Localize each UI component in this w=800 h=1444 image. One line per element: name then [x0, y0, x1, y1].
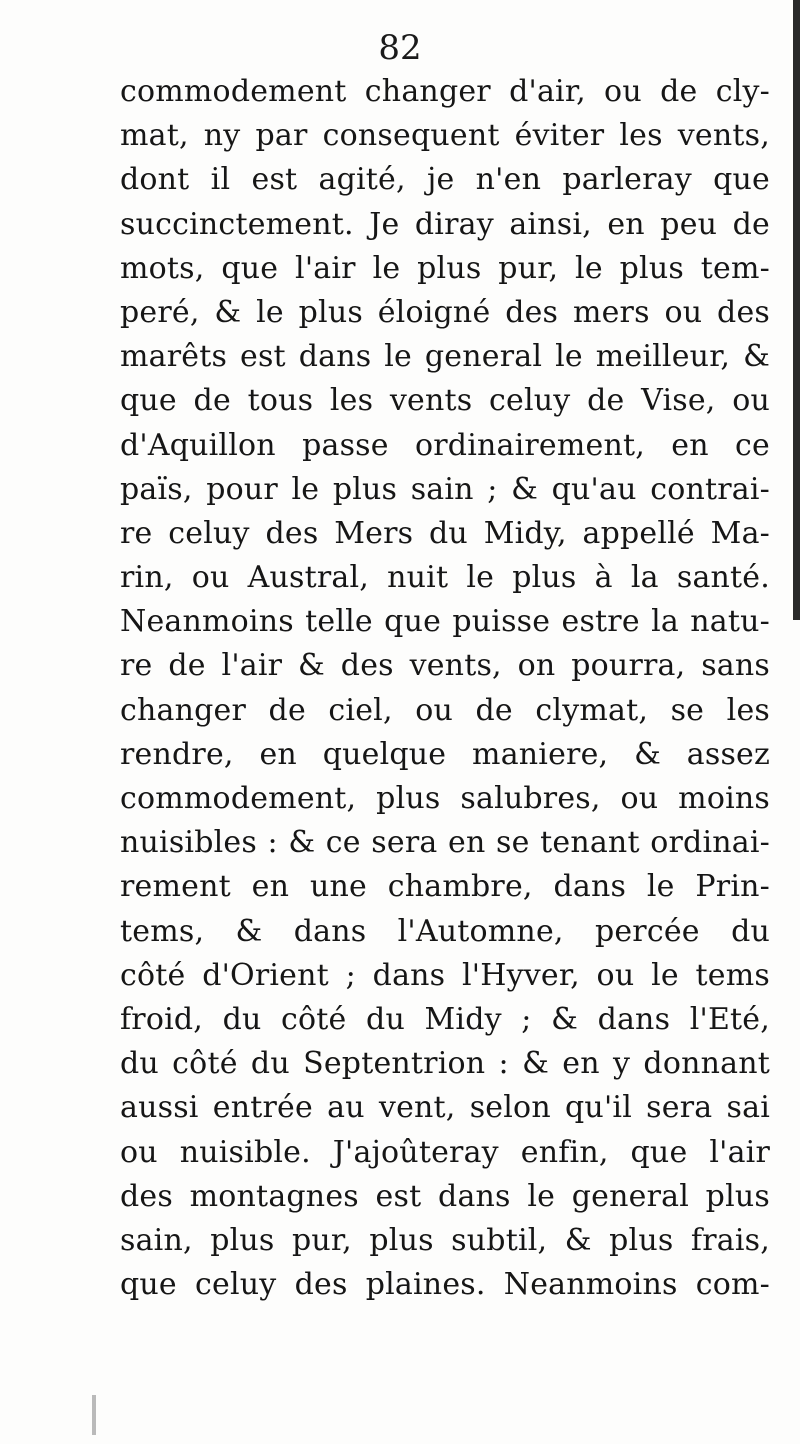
text-line: marêts est dans le general le meilleur, &	[120, 339, 770, 375]
text-line: commodement changer d'air, ou de cly-	[120, 74, 770, 109]
body-text	[120, 70, 770, 1307]
text-line: changer de ciel, ou de clymat, se les	[120, 692, 770, 728]
text-line: ou nuisible. J'ajoûteray enfin, que l'air	[120, 1134, 770, 1170]
text-line: rement en une chambre, dans le Prin-	[120, 869, 770, 905]
text-line: des montagnes est dans le general plus	[120, 1178, 770, 1214]
text-line: que de tous les vents celuy de Vise, ou	[120, 383, 770, 419]
text-line: sain, plus pur, plus subtil, & plus frais,	[120, 1222, 770, 1258]
text-line: rin, ou Austral, nuit le plus à la santé.	[120, 560, 770, 596]
text-line: commodement, plus salubres, ou moins	[120, 781, 770, 816]
text-line: re celuy des Mers du Midy, appellé Ma-	[120, 515, 770, 551]
text-line: d'Aquillon passe ordinairement, en ce	[120, 427, 770, 463]
text-line: succinctement. Je diray ainsi, en peu de	[120, 206, 770, 242]
text-line: païs, pour le plus sain ; & qu'au contrai-	[120, 471, 770, 507]
text-line: mots, que l'air le plus pur, le plus tem-	[120, 250, 770, 286]
page-number: 82	[378, 28, 422, 68]
page-edge-shadow	[793, 0, 800, 620]
text-line: froid, du côté du Midy ; & dans l'Eté,	[120, 1001, 770, 1037]
margin-mark	[92, 1395, 96, 1435]
text-line: peré, & le plus éloigné des mers ou des	[120, 294, 770, 330]
text-line: rendre, en quelque maniere, & assez	[120, 736, 770, 772]
text-line: aussi entrée au vent, selon qu'il sera sai	[120, 1090, 770, 1126]
text-line: que celuy des plaines. Neanmoins com-	[120, 1267, 770, 1303]
text-line: nuisibles : & ce sera en se tenant ordinai-	[120, 825, 770, 861]
text-line: tems, & dans l'Automne, percée du	[120, 913, 770, 949]
text-line: du côté du Septentrion : & en y donnant	[120, 1046, 770, 1082]
text-line: Neanmoins telle que puisse estre la natu-	[120, 604, 770, 640]
text-line: mat, ny par consequent éviter les vents,	[120, 118, 770, 154]
text-line: dont il est agité, je n'en parleray que	[120, 162, 770, 198]
text-line: re de l'air & des vents, on pourra, sans	[120, 648, 770, 684]
text-line: côté d'Orient ; dans l'Hyver, ou le tems	[120, 957, 770, 993]
